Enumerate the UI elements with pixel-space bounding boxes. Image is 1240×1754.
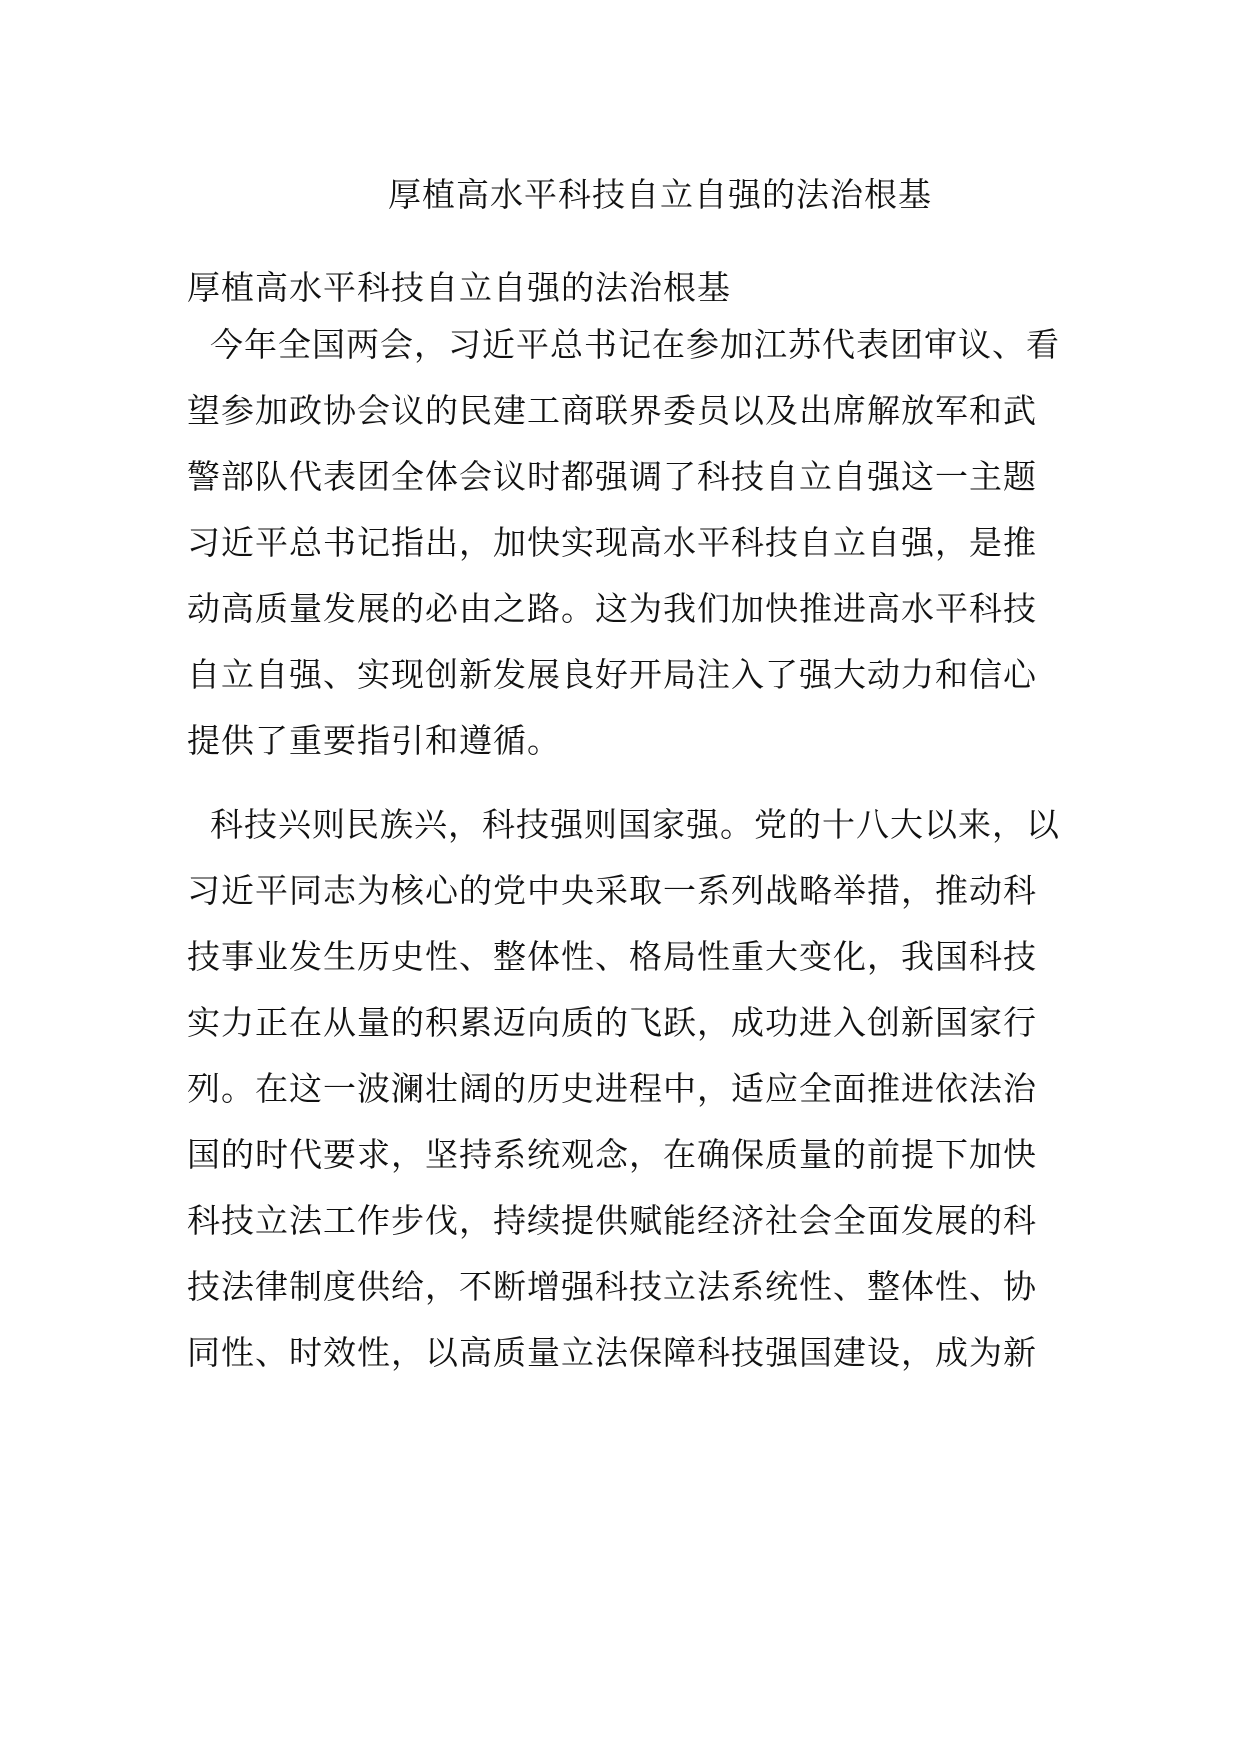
- paragraph-1-line: 习近平总书记指出，加快实现高水平科技自立自强，是推: [187, 523, 1037, 562]
- paragraph-1-line: 今年全国两会，习近平总书记在参加江苏代表团审议、看: [187, 325, 1060, 364]
- paragraph-2-line: 习近平同志为核心的党中央采取一系列战略举措，推动科: [187, 871, 1037, 910]
- paragraph-1-line: 望参加政协会议的民建工商联界委员以及出席解放军和武: [187, 391, 1037, 430]
- paragraph-2-line: 科技兴则民族兴，科技强则国家强。党的十八大以来，以: [187, 805, 1060, 844]
- paragraph-2-line: 列。在这一波澜壮阔的历史进程中，适应全面推进依法治: [187, 1069, 1037, 1108]
- paragraph-2-line: 技事业发生历史性、整体性、格局性重大变化，我国科技: [187, 937, 1037, 976]
- document-title: 厚植高水平科技自立自强的法治根基: [388, 175, 932, 214]
- paragraph-2-line: 科技立法工作步伐，持续提供赋能经济社会全面发展的科: [187, 1201, 1037, 1240]
- paragraph-2-line: 国的时代要求，坚持系统观念，在确保质量的前提下加快: [187, 1135, 1037, 1174]
- paragraph-1-line: 动高质量发展的必由之路。这为我们加快推进高水平科技: [187, 589, 1037, 628]
- paragraph-1-line: 提供了重要指引和遵循。: [187, 721, 561, 760]
- paragraph-1-line: 警部队代表团全体会议时都强调了科技自立自强这一主题: [187, 457, 1037, 496]
- paragraph-2-line: 同性、时效性，以高质量立法保障科技强国建设，成为新: [187, 1333, 1037, 1372]
- document-subtitle: 厚植高水平科技自立自强的法治根基: [187, 268, 731, 307]
- paragraph-2-line: 实力正在从量的积累迈向质的飞跃，成功进入创新国家行: [187, 1003, 1037, 1042]
- paragraph-1-line: 自立自强、实现创新发展良好开局注入了强大动力和信心: [187, 655, 1037, 694]
- paragraph-2-line: 技法律制度供给，不断增强科技立法系统性、整体性、协: [187, 1267, 1037, 1306]
